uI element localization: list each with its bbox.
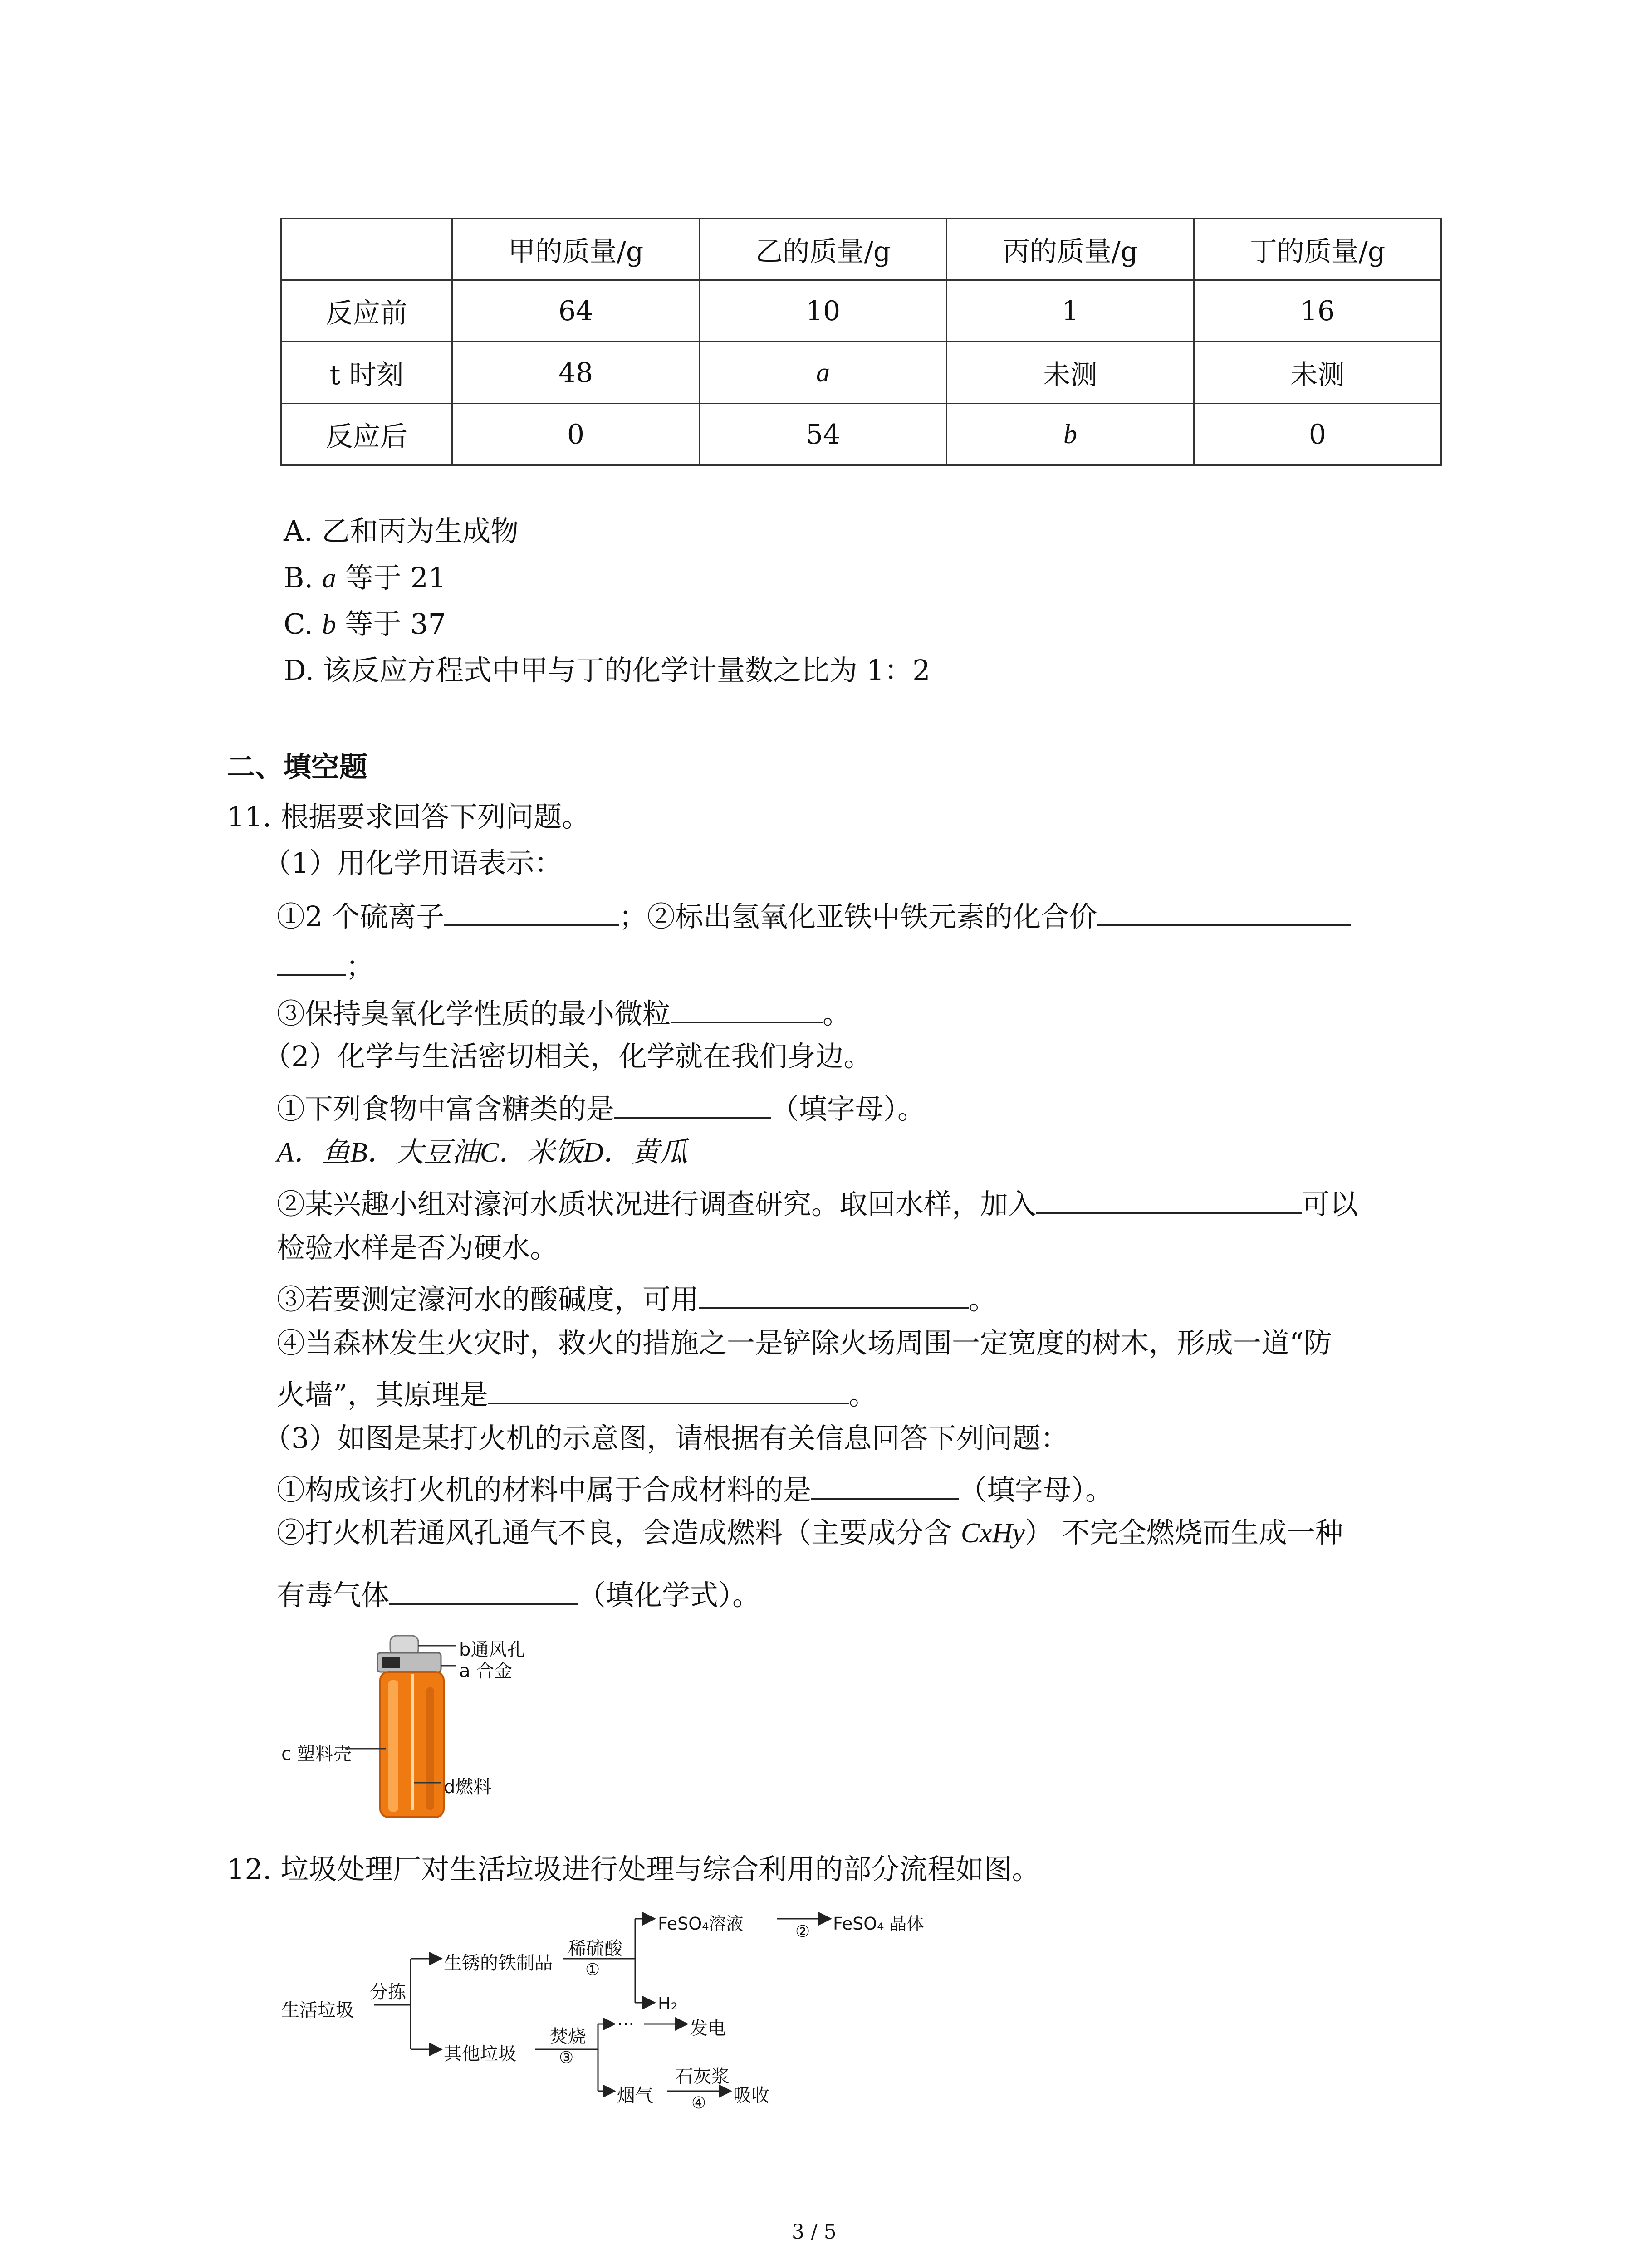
table-cell: 10 bbox=[700, 280, 947, 342]
table-cell: 反应后 bbox=[281, 404, 452, 465]
flow-step-2: ② bbox=[795, 1922, 810, 1941]
period: 。 bbox=[969, 1282, 997, 1316]
flow-sort: 分拣 bbox=[370, 1982, 406, 2003]
table-cell: 反应前 bbox=[281, 280, 452, 342]
flow-smoke: 烟气 bbox=[617, 2085, 653, 2106]
process-flow-diagram bbox=[272, 1905, 953, 2132]
table-cell: 0 bbox=[1194, 404, 1441, 465]
section-title: 二、填空题 bbox=[227, 750, 368, 783]
flow-step-1: ① bbox=[585, 1960, 600, 1979]
q11-p3b2-line bbox=[277, 1578, 761, 1612]
answer-blank[interactable] bbox=[614, 1091, 771, 1119]
lighter-label-shell: c 塑料壳 bbox=[281, 1744, 352, 1765]
table-header-cell: 丁的质量/g bbox=[1194, 219, 1441, 280]
flow-rusty-iron: 生锈的铁制品 bbox=[444, 1953, 553, 1974]
q11-p3a-tail: （填字母）。 bbox=[959, 1473, 1114, 1506]
q12-stem: 12. 垃圾处理厂对生活垃圾进行处理与综合利用的部分流程如图。 bbox=[227, 1853, 1040, 1886]
option-c-prefix: C. bbox=[284, 607, 322, 640]
mass-table bbox=[280, 218, 1442, 466]
q11-p3b2-text: 有毒气体 bbox=[277, 1578, 390, 1612]
answer-blank[interactable] bbox=[1097, 899, 1351, 926]
q11-p3b-tail: ） 不完全燃烧而生成一种 bbox=[1024, 1516, 1343, 1549]
q11-p2d: ④当森林发生火灾时，救火的措施之一是铲除火场周围一定宽度的树木，形成一道“防 bbox=[277, 1326, 1332, 1359]
flow-burn: 焚烧 bbox=[550, 2026, 586, 2047]
table-cell: 64 bbox=[452, 280, 700, 342]
flow-dots: ··· bbox=[617, 2014, 635, 2035]
table-row bbox=[281, 342, 1441, 404]
q11-p2c-text: ③若要测定濠河水的酸碱度，可用 bbox=[277, 1282, 699, 1316]
flow-other-waste: 其他垃圾 bbox=[444, 2043, 516, 2064]
option-b-text: 等于 21 bbox=[336, 561, 446, 594]
lighter-label-vent: b通风孔 bbox=[459, 1639, 525, 1660]
q11-stem: 11. 根据要求回答下列问题。 bbox=[227, 800, 590, 833]
table-header-cell bbox=[281, 219, 452, 280]
q11-p3a-text: ①构成该打火机的材料中属于合成材料的是 bbox=[277, 1473, 812, 1506]
table-cell: 0 bbox=[452, 404, 700, 465]
q11-part1-line-cont bbox=[277, 949, 374, 981]
q11-part1-line bbox=[277, 899, 1351, 931]
option-b bbox=[284, 561, 446, 594]
flow-feso4-crystal: FeSO₄ 晶体 bbox=[833, 1914, 924, 1934]
q11-p3b-text: ②打火机若通风孔通气不良，会造成燃料（主要成分含 bbox=[277, 1516, 961, 1549]
flow-h2: H₂ bbox=[658, 1994, 678, 2014]
table-cell: 1 bbox=[947, 280, 1194, 342]
page-number: 3 / 5 bbox=[792, 2220, 837, 2244]
option-a: A. 乙和丙为生成物 bbox=[284, 514, 519, 547]
table-cell: 48 bbox=[452, 342, 700, 404]
table-cell: 未测 bbox=[947, 342, 1194, 404]
table-cell: 54 bbox=[700, 404, 947, 465]
flow-start: 生活垃圾 bbox=[281, 2000, 354, 2021]
flow-lime: 石灰浆 bbox=[675, 2066, 730, 2087]
q11-p3a-line bbox=[277, 1472, 1113, 1504]
q11-p1-sep: ；②标出氢氧化亚铁中铁元素的化合价 bbox=[619, 899, 1097, 933]
answer-blank[interactable] bbox=[699, 1282, 969, 1309]
table-row bbox=[281, 280, 1441, 342]
answer-blank[interactable] bbox=[389, 1578, 578, 1605]
q11-p2b-text: ②某兴趣小组对濠河水质状况进行调查研究。取回水样，加入 bbox=[277, 1187, 1037, 1221]
formula: CxHy bbox=[960, 1518, 1025, 1549]
table-header-row bbox=[281, 219, 1441, 280]
answer-blank[interactable] bbox=[811, 1472, 959, 1500]
flow-acid: 稀硫酸 bbox=[568, 1938, 622, 1959]
q11-p2a-line bbox=[277, 1091, 926, 1123]
q11-p1c-text: ③保持臭氧化学性质的最小微粒 bbox=[277, 997, 671, 1030]
answer-blank[interactable] bbox=[671, 996, 823, 1023]
flow-power: 发电 bbox=[690, 2018, 726, 2039]
q11-part3-title: （3）如图是某打火机的示意图，请根据有关信息回答下列问题： bbox=[263, 1422, 1069, 1455]
q11-p2b-line bbox=[277, 1187, 1358, 1221]
period: 。 bbox=[823, 997, 851, 1030]
option-c-var: b bbox=[322, 609, 336, 640]
answer-blank[interactable] bbox=[444, 899, 619, 926]
table-cell: 未测 bbox=[1194, 342, 1441, 404]
table-header-cell: 乙的质量/g bbox=[700, 219, 947, 280]
q11-p2c-line bbox=[277, 1282, 997, 1314]
period: 。 bbox=[848, 1378, 877, 1411]
q11-p2d2-text: 火墙”，其原理是 bbox=[277, 1378, 488, 1411]
q11-p2-choices: A．鱼B．大豆油C．米饭D．黄瓜 bbox=[277, 1137, 688, 1168]
table-cell: 16 bbox=[1194, 280, 1441, 342]
q11-part2-title: （2）化学与生活密切相关，化学就在我们身边。 bbox=[263, 1040, 872, 1073]
q11-p1a-text: ①2 个硫离子 bbox=[277, 899, 445, 933]
lighter-label-alloy: a 合金 bbox=[459, 1661, 513, 1681]
q11-part1c-line bbox=[277, 996, 851, 1028]
lighter-label-fuel: d燃料 bbox=[444, 1777, 492, 1798]
table-cell: a bbox=[700, 342, 947, 404]
flow-absorb: 吸收 bbox=[733, 2085, 769, 2106]
answer-blank[interactable] bbox=[488, 1377, 849, 1404]
option-c bbox=[284, 607, 446, 640]
answer-blank[interactable] bbox=[1036, 1187, 1302, 1214]
lighter-figure bbox=[281, 1633, 690, 1823]
table-header-cell: 甲的质量/g bbox=[452, 219, 700, 280]
q11-p3b-line bbox=[277, 1516, 1343, 1549]
q11-part1-title: （1）用化学用语表示： bbox=[263, 846, 563, 880]
option-b-var: a bbox=[322, 563, 336, 594]
option-c-text: 等于 37 bbox=[336, 607, 446, 640]
q11-p2a-tail: （填字母）。 bbox=[771, 1092, 926, 1125]
option-b-prefix: B. bbox=[284, 561, 322, 594]
q11-p1-end: ； bbox=[346, 949, 374, 983]
answer-blank[interactable] bbox=[277, 949, 346, 976]
table-header-cell: 丙的质量/g bbox=[947, 219, 1194, 280]
q11-p3b2-tail: （填化学式）。 bbox=[578, 1578, 761, 1612]
table-row bbox=[281, 404, 1441, 465]
table-cell: b bbox=[947, 404, 1194, 465]
q11-p2d2-line bbox=[277, 1377, 877, 1409]
q11-p2b-tail: 可以 bbox=[1302, 1187, 1358, 1221]
flow-step-3: ③ bbox=[559, 2048, 574, 2067]
option-d: D. 该反应方程式中甲与丁的化学计量数之比为 1：2 bbox=[284, 654, 931, 687]
q11-p2a-text: ①下列食物中富含糖类的是 bbox=[277, 1092, 615, 1125]
flow-feso4-solution: FeSO₄溶液 bbox=[658, 1914, 744, 1934]
table-cell: t 时刻 bbox=[281, 342, 452, 404]
flow-step-4: ④ bbox=[691, 2094, 706, 2112]
q11-p2b2: 检验水样是否为硬水。 bbox=[277, 1231, 558, 1264]
